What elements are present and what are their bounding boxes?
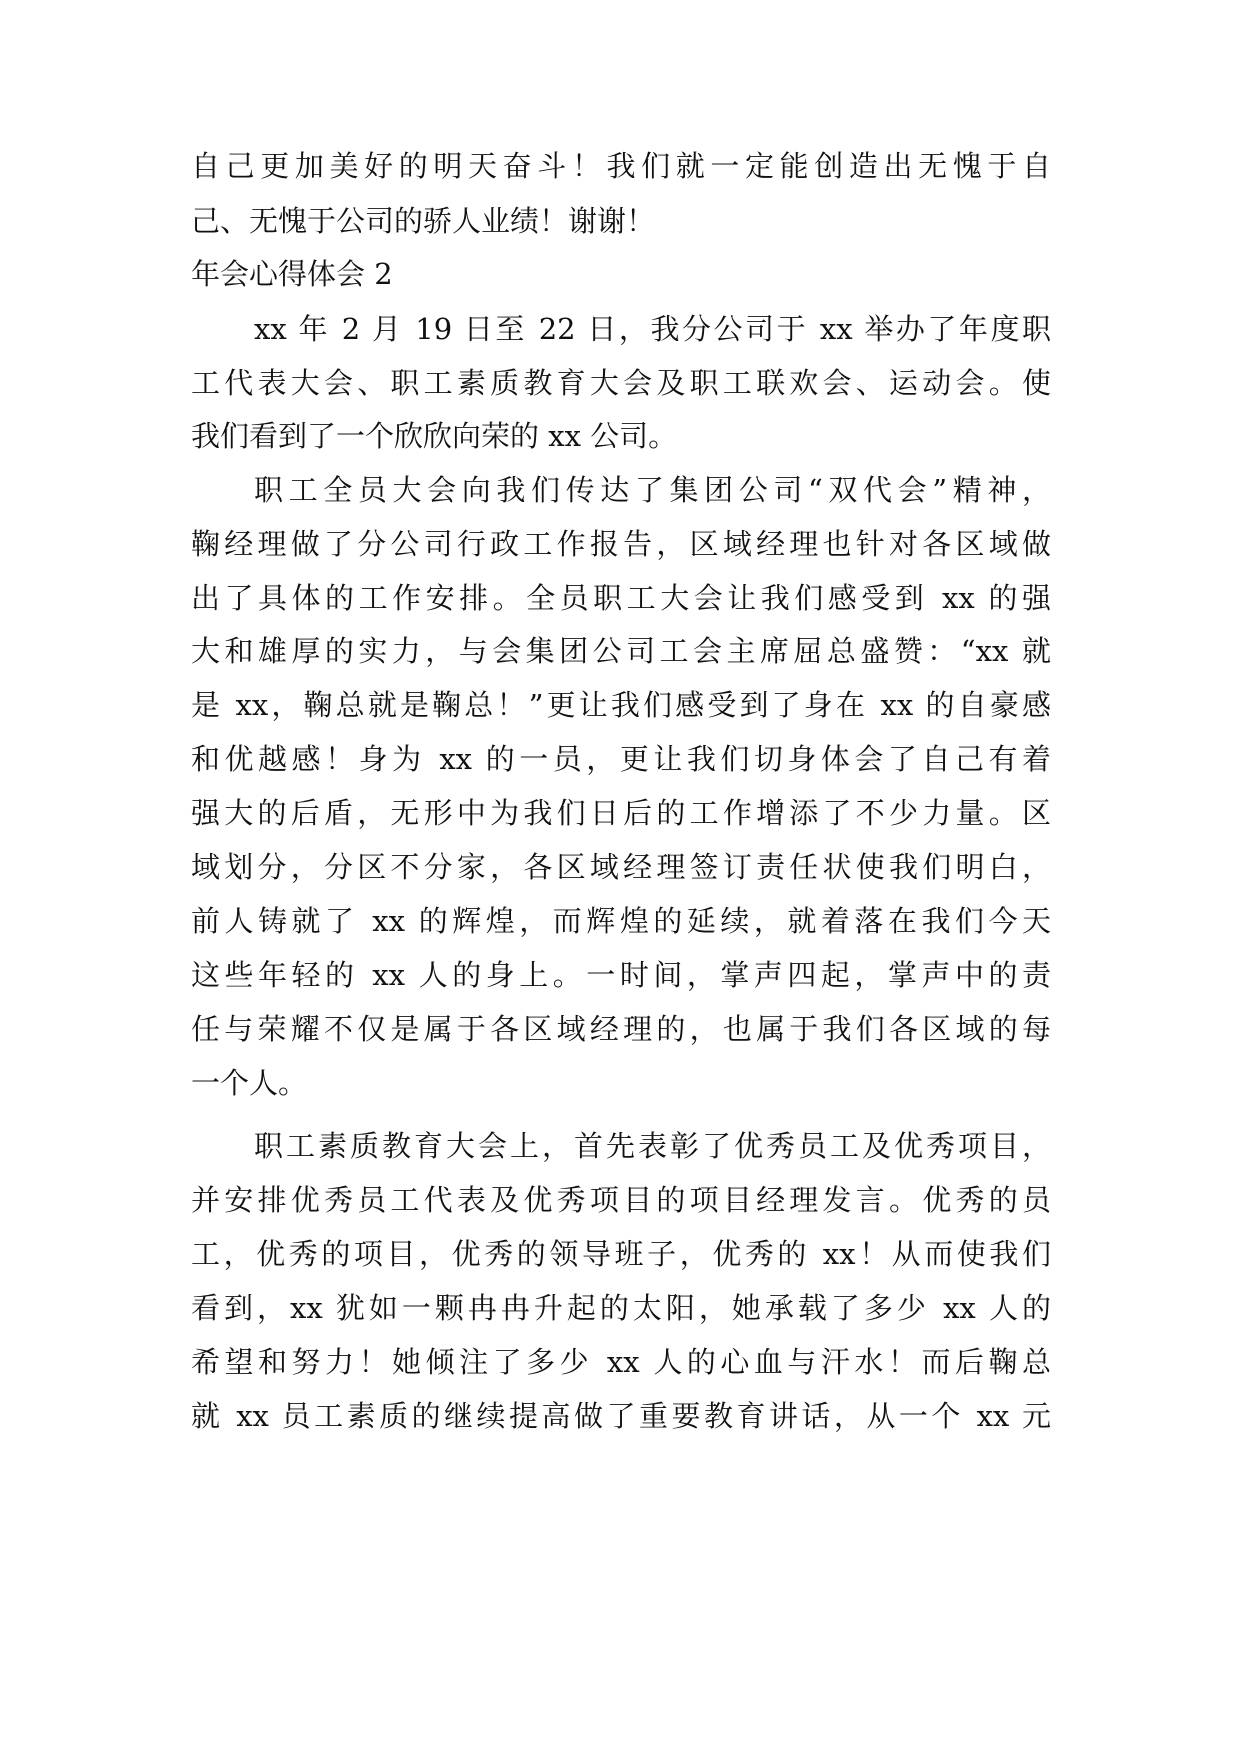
paragraph-line: 并安排优秀员工代表及优秀项目的项目经理发言。优秀的员 [191, 1183, 1051, 1217]
paragraph-line: 己、无愧于公司的骄人业绩！谢谢！ [191, 204, 656, 238]
paragraph-line: 我们看到了一个欣欣向荣的 xx 公司。 [191, 419, 678, 453]
paragraph-line: 自己更加美好的明天奋斗！我们就一定能创造出无愧于自 [191, 149, 1051, 183]
paragraph-line: 鞠经理做了分公司行政工作报告，区域经理也针对各区域做 [191, 527, 1051, 561]
paragraph-line: 和优越感！身为 xx 的一员，更让我们切身体会了自己有着 [191, 742, 1051, 776]
paragraph-line: 大和雄厚的实力，与会集团公司工会主席屈总盛赞：“xx 就 [191, 634, 1051, 668]
paragraph-line: 工，优秀的项目，优秀的领导班子，优秀的 xx！从而使我们 [191, 1237, 1051, 1271]
section-heading: 年会心得体会 2 [191, 257, 393, 291]
paragraph-line: 域划分，分区不分家，各区域经理签订责任状使我们明白， [191, 850, 1051, 884]
paragraph-line: 强大的后盾，无形中为我们日后的工作增添了不少力量。区 [191, 796, 1051, 830]
paragraph-line: 任与荣耀不仅是属于各区域经理的，也属于我们各区域的每 [191, 1012, 1051, 1046]
paragraph-line: 一个人。 [191, 1066, 308, 1100]
paragraph-line: 前人铸就了 xx 的辉煌，而辉煌的延续，就着落在我们今天 [191, 904, 1051, 938]
paragraph-line: 职工全员大会向我们传达了集团公司“双代会”精神， [254, 473, 1051, 507]
paragraph-line: 是 xx，鞠总就是鞠总！”更让我们感受到了身在 xx 的自豪感 [191, 688, 1051, 722]
paragraph-line: 就 xx 员工素质的继续提高做了重要教育讲话，从一个 xx 元 [191, 1399, 1051, 1433]
paragraph-line: 出了具体的工作安排。全员职工大会让我们感受到 xx 的强 [191, 581, 1051, 615]
paragraph-line: xx 年 2 月 19 日至 22 日，我分公司于 xx 举办了年度职 [254, 312, 1051, 346]
paragraph-line: 希望和努力！她倾注了多少 xx 人的心血与汗水！而后鞠总 [191, 1345, 1051, 1379]
paragraph-line: 这些年轻的 xx 人的身上。一时间，掌声四起，掌声中的责 [191, 958, 1051, 992]
paragraph-line: 工代表大会、职工素质教育大会及职工联欢会、运动会。使 [191, 366, 1051, 400]
paragraph-line: 看到，xx 犹如一颗冉冉升起的太阳，她承载了多少 xx 人的 [191, 1291, 1051, 1325]
paragraph-line: 职工素质教育大会上，首先表彰了优秀员工及优秀项目， [254, 1129, 1051, 1163]
